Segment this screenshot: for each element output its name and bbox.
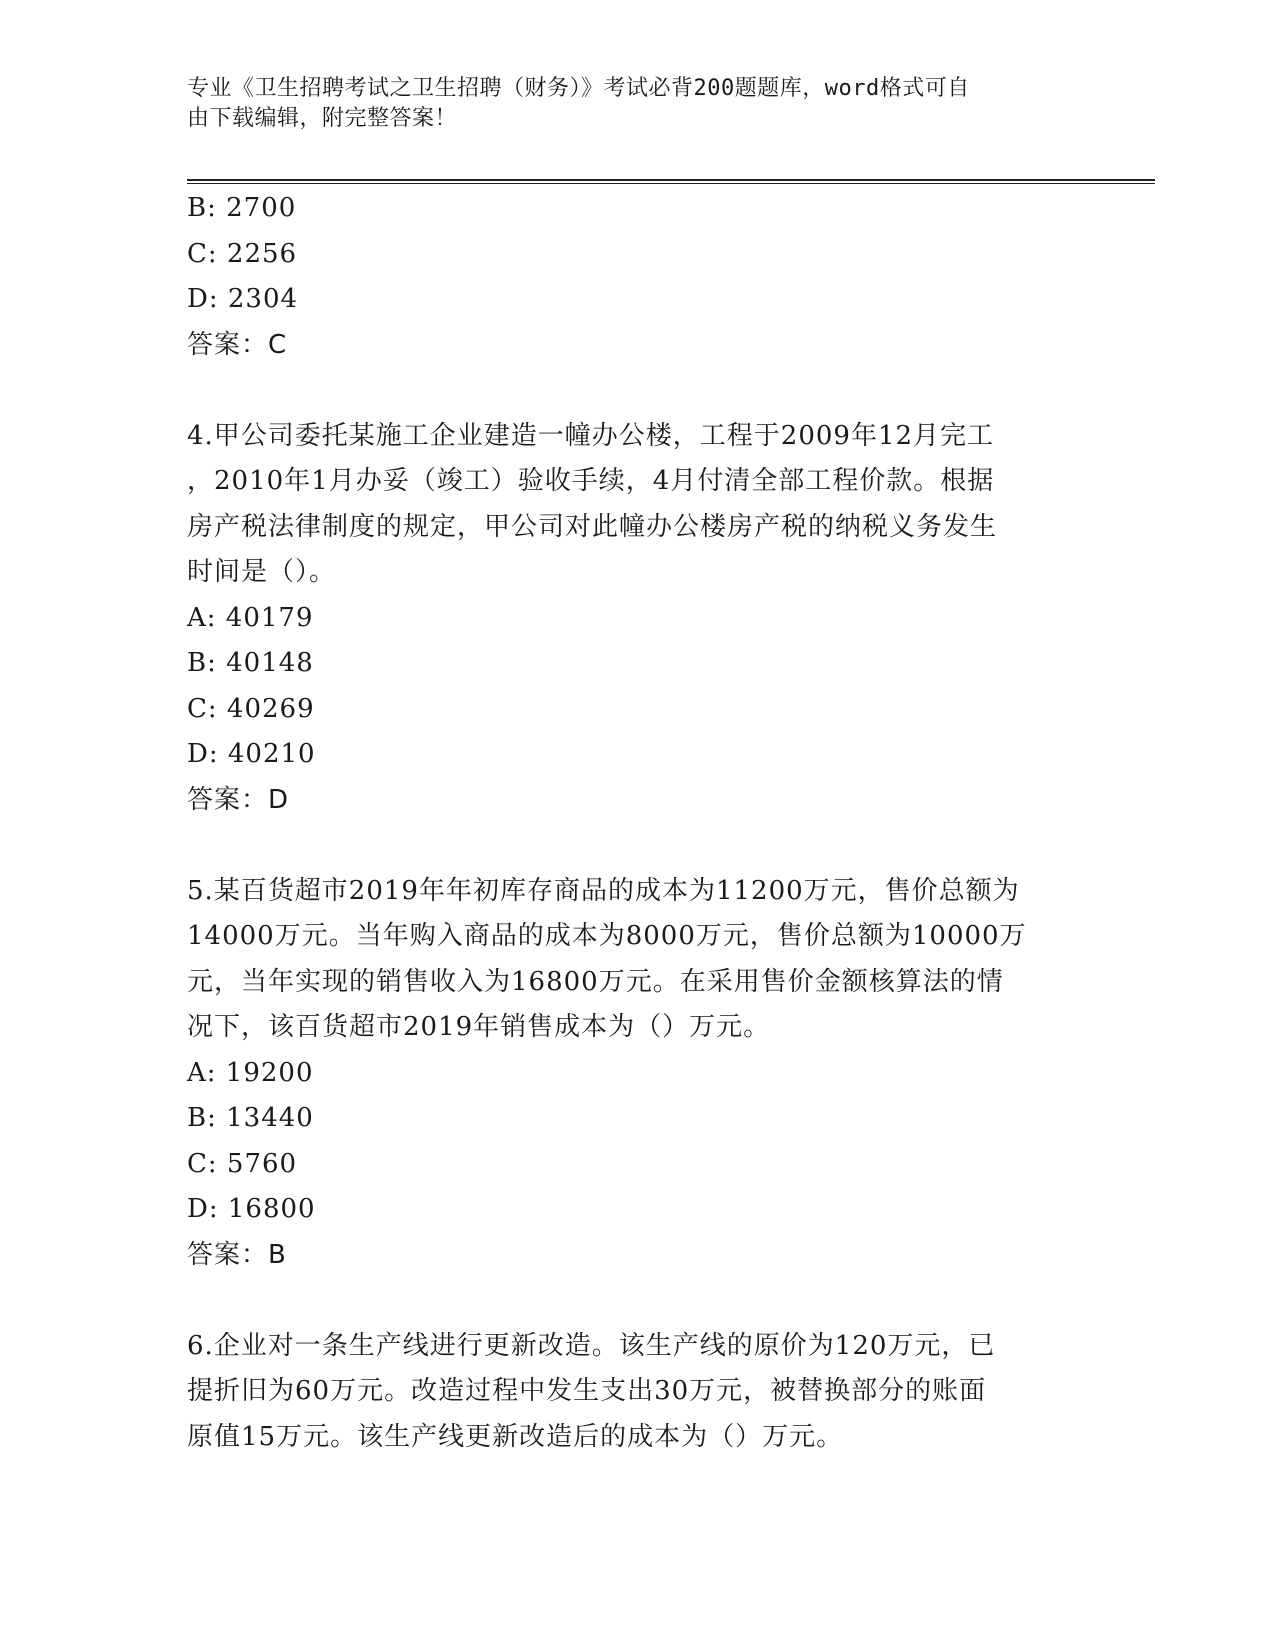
option-c: C: 2256	[187, 238, 298, 269]
option-b: B: 2700	[187, 193, 297, 223]
question-text-line: 提折旧为60万元。改造过程中发生支出30万元，被替换部分的账面	[187, 1376, 987, 1406]
question-text-line: 况下，该百货超市2019年销售成本为（）万元。	[187, 1012, 771, 1042]
question-text-line: 6.企业对一条生产线进行更新改造。该生产线的原价为120万元，已	[187, 1330, 996, 1361]
question-text-line: ，2010年1月办妥（竣工）验收手续，4月付清全部工程价款。根据	[187, 466, 995, 496]
question-3	[187, 186, 1077, 368]
header-divider-thin	[187, 183, 1155, 184]
header-divider-thick	[187, 179, 1155, 181]
header-line-2: 由下载编辑，附完整答案！	[187, 106, 458, 131]
header-line-1: 专业《卫生招聘考试之卫生招聘（财务）》考试必背200题题库，word格式可自	[187, 76, 970, 101]
spacer	[187, 823, 1077, 869]
question-text-line: 时间是（）。	[187, 557, 337, 587]
option-b: B: 40148	[187, 648, 314, 678]
question-text-line: 房产税法律制度的规定，甲公司对此幢办公楼房产税的纳税义务发生	[187, 511, 998, 542]
option-c: C: 40269	[187, 693, 315, 724]
answer-line: 答案：C	[187, 329, 288, 360]
question-text-line: 原值15万元。该生产线更新改造后的成本为（）万元。	[187, 1421, 844, 1452]
answer-line: 答案：B	[187, 1239, 287, 1270]
document-header	[187, 74, 1067, 134]
document-body	[187, 186, 1077, 1460]
answer-line: 答案：D	[187, 784, 290, 815]
option-d: D: 40210	[187, 739, 316, 769]
option-a: A: 19200	[187, 1057, 314, 1088]
spacer	[187, 1278, 1077, 1324]
spacer	[187, 368, 1077, 414]
question-5	[187, 869, 1077, 1279]
option-d: D: 2304	[187, 284, 299, 314]
question-6	[187, 1324, 1077, 1461]
question-4	[187, 414, 1077, 824]
option-a: A: 40179	[187, 602, 314, 633]
option-d: D: 16800	[187, 1194, 316, 1224]
question-text-line: 4.甲公司委托某施工企业建造一幢办公楼，工程于2009年12月完工	[187, 420, 995, 451]
option-b: B: 13440	[187, 1103, 314, 1133]
question-text-line: 14000万元。当年购入商品的成本为8000万元，售价总额为10000万	[187, 921, 1027, 951]
question-text-line: 5.某百货超市2019年年初库存商品的成本为11200万元，售价总额为	[187, 875, 1020, 906]
option-c: C: 5760	[187, 1148, 298, 1179]
question-text-line: 元，当年实现的销售收入为16800万元。在采用售价金额核算法的情	[187, 966, 1004, 997]
